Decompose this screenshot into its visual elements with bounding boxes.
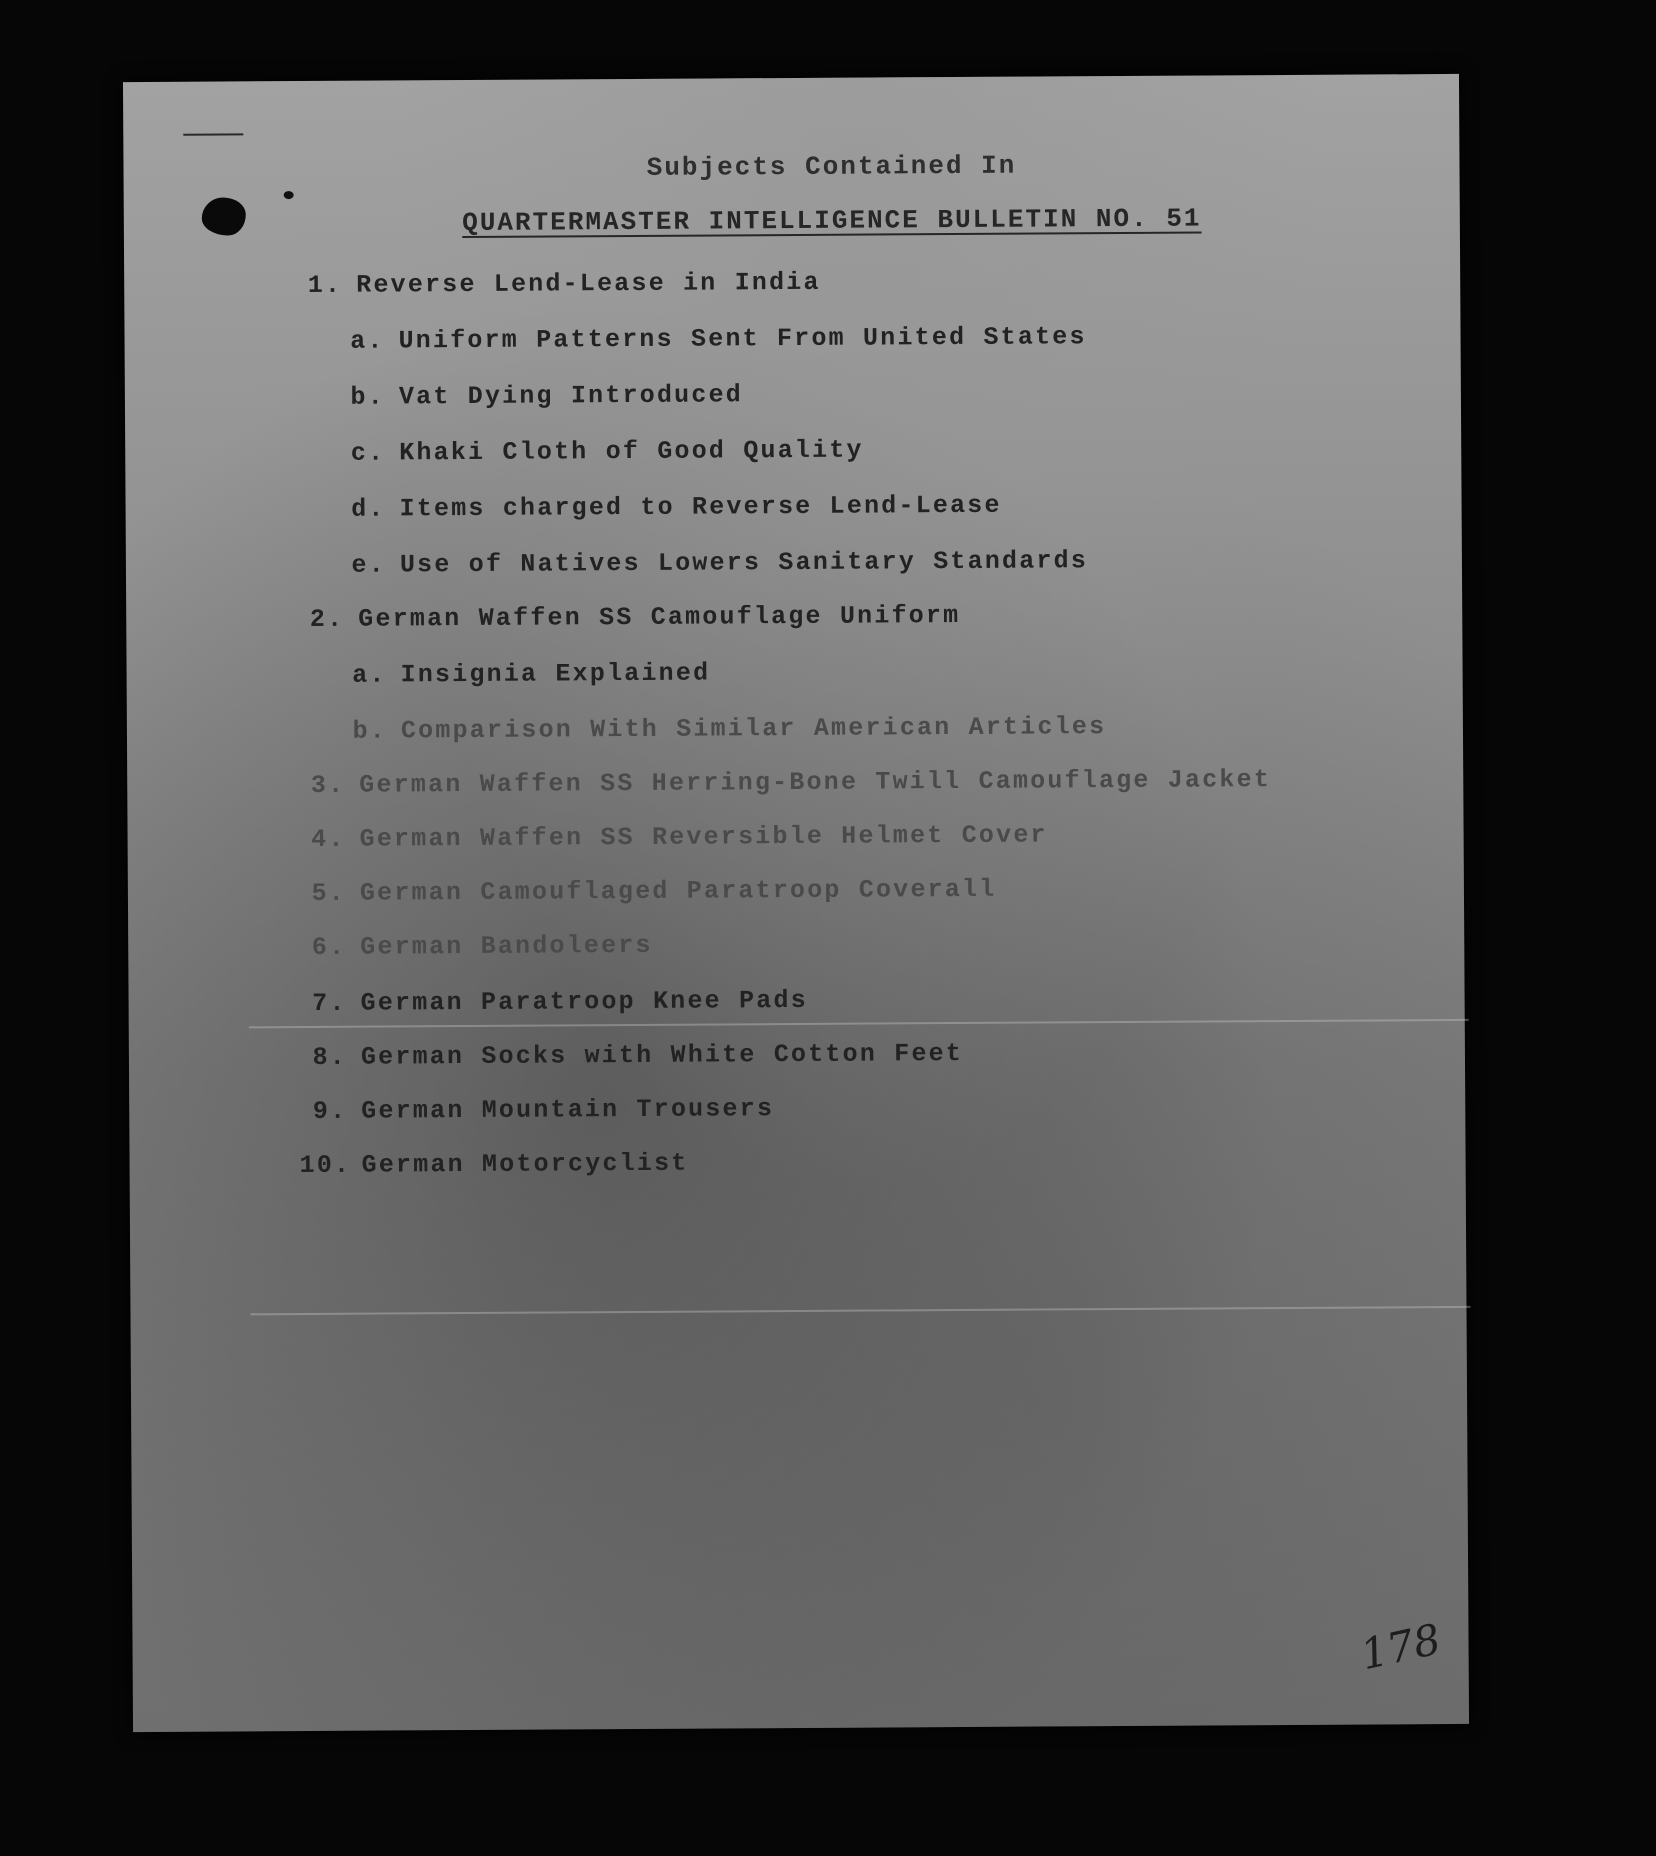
list-item-9: [299, 1094, 774, 1126]
item-number: 4.: [311, 824, 346, 854]
ink-speck: [284, 191, 294, 199]
item-number: 8.: [312, 1042, 348, 1072]
document-page: [123, 74, 1469, 1732]
item-number: a.: [352, 660, 387, 690]
fold-line: [249, 1019, 1469, 1028]
item-text: German Socks with White Cotton Feet: [360, 1038, 964, 1072]
item-text: Vat Dying Introduced: [398, 380, 744, 412]
pencil-mark: [183, 133, 243, 135]
list-item-3: [297, 765, 1271, 800]
list-item-1b: [337, 380, 743, 411]
item-number: 1.: [307, 270, 343, 300]
item-number: 6.: [311, 932, 347, 962]
item-text: German Waffen SS Camouflage Uniform: [358, 600, 961, 634]
item-text: German Mountain Trousers: [361, 1094, 775, 1126]
item-text: German Motorcyclist: [361, 1148, 689, 1180]
item-text: Reverse Lend-Lease in India: [356, 267, 821, 300]
item-text: German Waffen SS Herring-Bone Twill Camouflage Jacket: [359, 765, 1272, 800]
fold-line: [250, 1306, 1470, 1315]
item-number: 7.: [312, 988, 347, 1018]
item-number: 2.: [309, 604, 345, 634]
item-number: e.: [351, 550, 387, 580]
item-text: Comparison With Similar American Articles: [400, 712, 1107, 746]
list-item-2a: [339, 659, 711, 690]
list-item-1d: [337, 491, 1001, 524]
item-number: 5.: [311, 878, 347, 908]
item-number: 3.: [310, 770, 346, 800]
list-item-1: [294, 268, 821, 300]
handwritten-page-number: 178: [1356, 1614, 1446, 1680]
item-number: a.: [350, 326, 385, 356]
list-item-8: [299, 1039, 963, 1072]
list-item-7: [299, 986, 808, 1018]
item-text: Khaki Cloth of Good Quality: [399, 435, 864, 468]
heading-bulletin-title: QUARTERMASTER INTELLIGENCE BULLETIN NO. 51: [462, 203, 1202, 239]
item-number: b.: [352, 716, 388, 746]
item-number: 10.: [299, 1150, 352, 1181]
list-item-10: [300, 1149, 689, 1180]
item-number: d.: [351, 494, 386, 524]
list-item-5: [298, 875, 997, 908]
item-number: 9.: [312, 1096, 348, 1126]
item-number: c.: [350, 438, 386, 468]
list-item-1e: [338, 546, 1088, 580]
item-text: Insignia Explained: [400, 658, 711, 690]
list-item-2b: [339, 712, 1106, 746]
contents-list: [124, 264, 1460, 1181]
list-item-2: [296, 601, 960, 634]
list-item-4: [298, 820, 1048, 854]
heading-subjects: Subjects Contained In: [646, 150, 1017, 183]
item-text: German Waffen SS Reversible Helmet Cover: [359, 820, 1048, 854]
item-text: German Bandoleers: [360, 930, 653, 962]
item-text: German Paratroop Knee Pads: [360, 985, 808, 1018]
list-item-1a: [336, 322, 1086, 356]
list-item-1c: [337, 436, 864, 468]
item-text: Items charged to Reverse Lend-Lease: [399, 490, 1002, 524]
item-text: German Camouflaged Paratroop Coverall: [359, 874, 997, 908]
item-number: b.: [350, 382, 385, 412]
list-item-6: [298, 931, 653, 962]
item-text: Uniform Patterns Sent From United States: [398, 322, 1087, 356]
item-text: Use of Natives Lowers Sanitary Standards: [399, 546, 1089, 580]
